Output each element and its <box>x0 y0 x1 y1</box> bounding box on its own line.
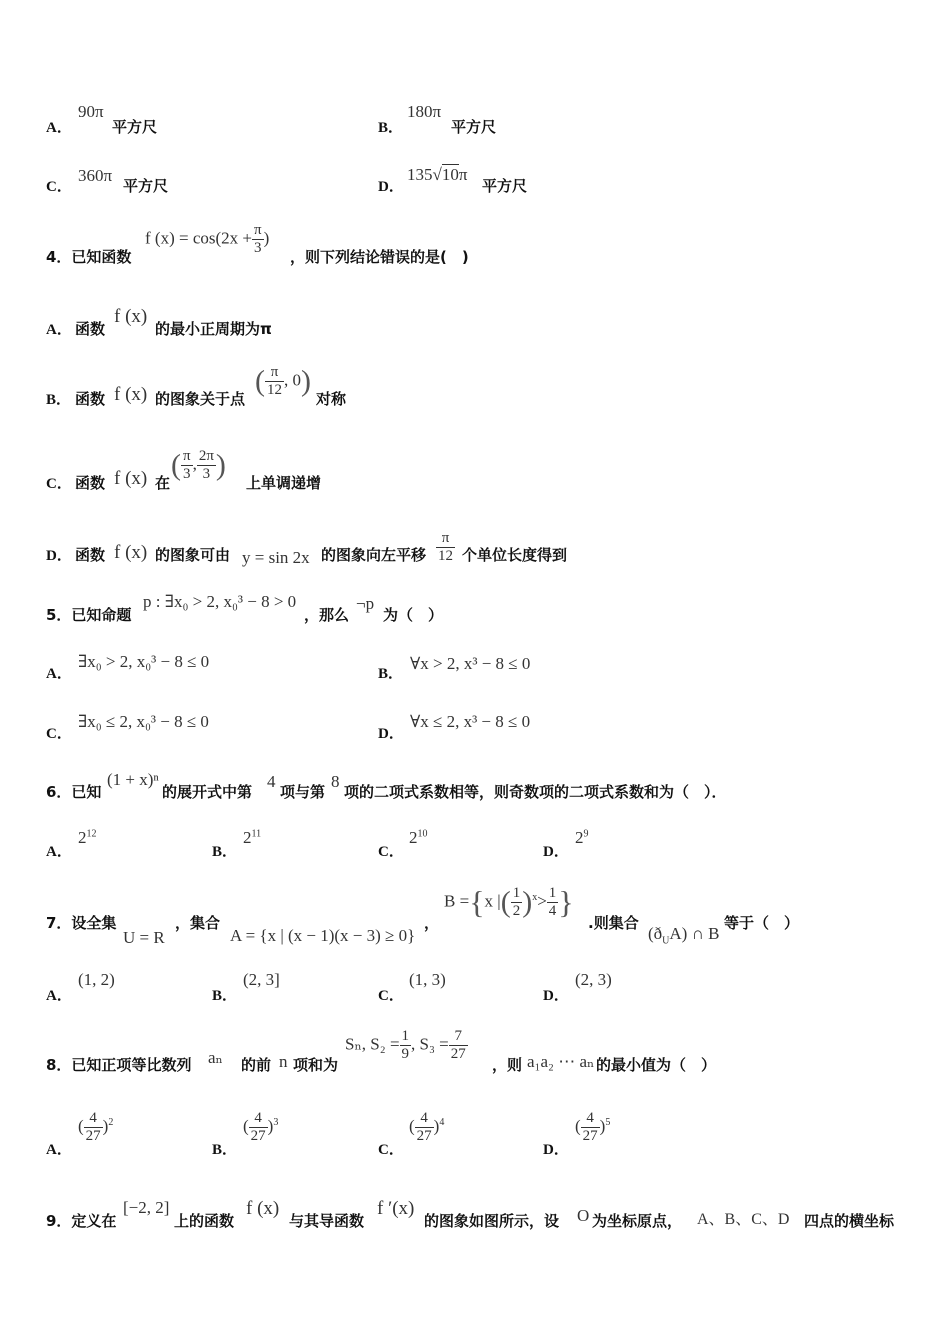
option-a-label: A． <box>46 120 72 136</box>
q4-option-d <box>0 530 950 590</box>
q9-stem-pre: 9．定义在 <box>46 1212 117 1230</box>
q5-a-label: A． <box>46 666 72 682</box>
q7-set-b: B ={x |( $\frac{1}{2}$ )$^x$> $\frac{1}{4}$ } <box>444 884 574 920</box>
q6-c-math: $2^{10}$ <box>409 828 428 847</box>
q4-d-mid: 的图象可由 <box>155 546 231 564</box>
q7-a-label: A． <box>46 988 72 1004</box>
q9-stem-mid1: 上的函数 <box>174 1212 235 1230</box>
q4-c-pre: 函数 <box>75 474 106 492</box>
question-6-stem <box>0 768 950 828</box>
option-a-unit: 平方尺 <box>112 118 158 136</box>
q4-d-post: 个单位长度得到 <box>462 546 568 564</box>
q8-b-label: B． <box>212 1142 238 1158</box>
q4-d-label: D． <box>46 548 72 564</box>
q9-origin: O <box>577 1206 590 1225</box>
q6-stem-mid1: 的展开式中第 <box>162 783 253 801</box>
q3-options-row-2 <box>0 160 950 220</box>
question-9-stem <box>0 1192 950 1252</box>
option-c-unit: 平方尺 <box>123 177 169 195</box>
q6-stem-pre: 6．已知 <box>46 783 102 801</box>
q4-d-fx: f (x) <box>114 542 148 563</box>
q9-stem-post: 四点的横坐标 <box>804 1212 895 1230</box>
q8-stem-mid1: 的前 <box>241 1056 272 1074</box>
q4-option-b <box>0 366 950 426</box>
q6-a-label: A． <box>46 844 72 860</box>
q4-stem-text: 4．已知函数 <box>46 248 132 266</box>
q4-c-post: 上单调递增 <box>246 474 322 492</box>
option-b-math: 180π <box>407 102 442 121</box>
q5-d-math: ∀x ≤ 2, x³ − 8 ≤ 0 <box>410 712 531 731</box>
q5-b-label: B． <box>378 666 404 682</box>
q4-a-label: A． <box>46 322 72 338</box>
q7-complement-expr: $(ð_UA)$ ∩ B <box>648 924 720 947</box>
q7-stem-post: 等于（ ） <box>724 914 800 932</box>
q4-b-point: ( $\frac{\pi}{12}$ , 0) <box>255 364 311 398</box>
q4-b-pre: 函数 <box>75 390 106 408</box>
q7-c-label: C． <box>378 988 404 1004</box>
q7-stem-mid1: ，集合 <box>175 914 221 932</box>
q8-product: a₁a₂ ⋯ aₙ <box>527 1052 595 1071</box>
question-7-stem <box>0 884 950 950</box>
q6-d-label: D． <box>543 844 569 860</box>
q7-d-answer: (2, 3) <box>575 970 612 989</box>
q4-option-a <box>0 300 950 360</box>
q8-c-math: ( $\frac{4}{27}$ )$^4$ <box>409 1110 445 1144</box>
option-c-label: C． <box>46 179 72 195</box>
q5-c-label: C． <box>46 726 72 742</box>
option-d-unit: 平方尺 <box>482 177 528 195</box>
q7-b-answer: (2, 3] <box>243 970 280 989</box>
q6-term-4: 4 <box>267 772 276 791</box>
q6-a-math: $2^{12}$ <box>78 828 97 847</box>
q8-c-label: C． <box>378 1142 404 1158</box>
q7-options <box>0 968 950 1028</box>
q9-interval: [−2, 2] <box>123 1198 170 1217</box>
q7-set-a: A = {x | (x − 1)(x − 3) ≥ 0} <box>230 926 416 945</box>
q7-universal-set: U = R <box>123 928 165 947</box>
q4-d-pre: 函数 <box>75 546 106 564</box>
q8-options <box>0 1110 950 1170</box>
q4-b-mid: 的图象关于点 <box>155 390 246 408</box>
q5-stem-mid: ，那么 <box>304 606 350 624</box>
q4-c-fx: f (x) <box>114 468 148 489</box>
q5-b-math: ∀x > 2, x³ − 8 ≤ 0 <box>410 654 531 673</box>
q8-sums: Sₙ, S₂ = $\frac{1}{9}$ , S₃ = $\frac{7}{27}$ <box>345 1028 466 1062</box>
q7-comma: ， <box>424 914 440 932</box>
q7-stem-mid2: .则集合 <box>588 914 639 932</box>
q5-options-row-1 <box>0 648 950 708</box>
q5-a-math: ∃x₀ > 2, x₀³ − 8 ≤ 0 <box>78 652 210 671</box>
q9-stem-mid2: 与其导函数 <box>289 1212 365 1230</box>
q6-term-8: 8 <box>331 772 340 791</box>
q5-c-math: ∃x₀ ≤ 2, x₀³ − 8 ≤ 0 <box>78 712 209 731</box>
option-a-math: 90π <box>78 102 104 121</box>
q8-b-math: ( $\frac{4}{27}$ )$^3$ <box>243 1110 279 1144</box>
q5-negation: ¬p <box>356 594 375 613</box>
q8-a-math: ( $\frac{4}{27}$ )$^2$ <box>78 1110 114 1144</box>
q4-b-post: 对称 <box>316 390 347 408</box>
q7-d-label: D． <box>543 988 569 1004</box>
q8-stem-post: 的最小值为（ ） <box>596 1056 717 1074</box>
q4-stem-question: ，则下列结论错误的是( ) <box>290 248 469 266</box>
q9-fx: f (x) <box>246 1198 280 1219</box>
question-5-stem <box>0 590 950 650</box>
q6-binomial: (1 + x)ⁿ <box>107 770 159 789</box>
q4-b-label: B． <box>46 392 72 408</box>
q6-d-math: $2^9$ <box>575 828 589 847</box>
q8-sequence: aₙ <box>208 1048 223 1067</box>
q8-n: n <box>279 1052 288 1071</box>
q6-b-label: B． <box>212 844 238 860</box>
q6-options <box>0 826 950 886</box>
option-b-unit: 平方尺 <box>451 118 497 136</box>
q9-points: A、B、C、D <box>697 1211 790 1228</box>
q8-a-label: A． <box>46 1142 72 1158</box>
q4-d-math: y = sin 2x <box>242 548 310 567</box>
q7-stem-pre: 7．设全集 <box>46 914 117 932</box>
q4-a-post: 的最小正周期为π <box>155 320 272 338</box>
option-d-math: 135√10π <box>407 165 468 184</box>
q4-option-c <box>0 448 950 508</box>
question-4-stem <box>0 218 950 274</box>
q5-proposition: p : ∃x₀ > 2, x₀³ − 8 > 0 <box>143 592 297 611</box>
q5-stem-post: 为（ ） <box>383 606 444 624</box>
q6-c-label: C． <box>378 844 404 860</box>
q4-c-interval: ( $\frac{\pi}{3}$ , $\frac{2\pi}{3}$ ) <box>171 448 226 482</box>
q8-d-math: ( $\frac{4}{27}$ )$^5$ <box>575 1110 611 1144</box>
q9-fpx: f ′(x) <box>377 1198 415 1219</box>
q7-a-answer: (1, 2) <box>78 970 115 989</box>
q8-stem-mid3: ，则 <box>492 1056 523 1074</box>
q7-c-answer: (1, 3) <box>409 970 446 989</box>
option-c-math: 360π <box>78 166 113 185</box>
q4-function-def: f (x) = cos(2x + $\frac{\pi}{3}$ ) <box>145 222 270 256</box>
q8-d-label: D． <box>543 1142 569 1158</box>
q6-b-math: $2^{11}$ <box>243 828 262 847</box>
q4-c-label: C． <box>46 476 72 492</box>
q4-d-mid2: 的图象向左平移 <box>321 546 427 564</box>
option-d-label: D． <box>378 179 404 195</box>
q5-stem-pre: 5．已知命题 <box>46 606 132 624</box>
q5-options-row-2 <box>0 708 950 768</box>
q5-d-label: D． <box>378 726 404 742</box>
q4-a-pre: 函数 <box>75 320 106 338</box>
q4-a-fx: f (x) <box>114 306 148 327</box>
q4-b-fx: f (x) <box>114 384 148 405</box>
q6-stem-mid2: 项与第 <box>280 783 326 801</box>
q7-b-label: B． <box>212 988 238 1004</box>
q8-stem-mid2: 项和为 <box>293 1056 339 1074</box>
q9-stem-mid4: 为坐标原点， <box>592 1212 683 1230</box>
q3-options-row-1 <box>0 100 950 160</box>
q9-stem-mid3: 的图象如图所示，设 <box>424 1212 560 1230</box>
option-b-label: B． <box>378 120 404 136</box>
question-8-stem <box>0 1030 950 1090</box>
q8-stem-pre: 8．已知正项等比数列 <box>46 1056 192 1074</box>
q4-c-mid: 在 <box>155 474 171 492</box>
q6-stem-post: 项的二项式系数相等，则奇数项的二项式系数和为（ ）． <box>344 783 727 801</box>
q4-d-shift: $\frac{\pi}{12}$ <box>438 530 453 564</box>
